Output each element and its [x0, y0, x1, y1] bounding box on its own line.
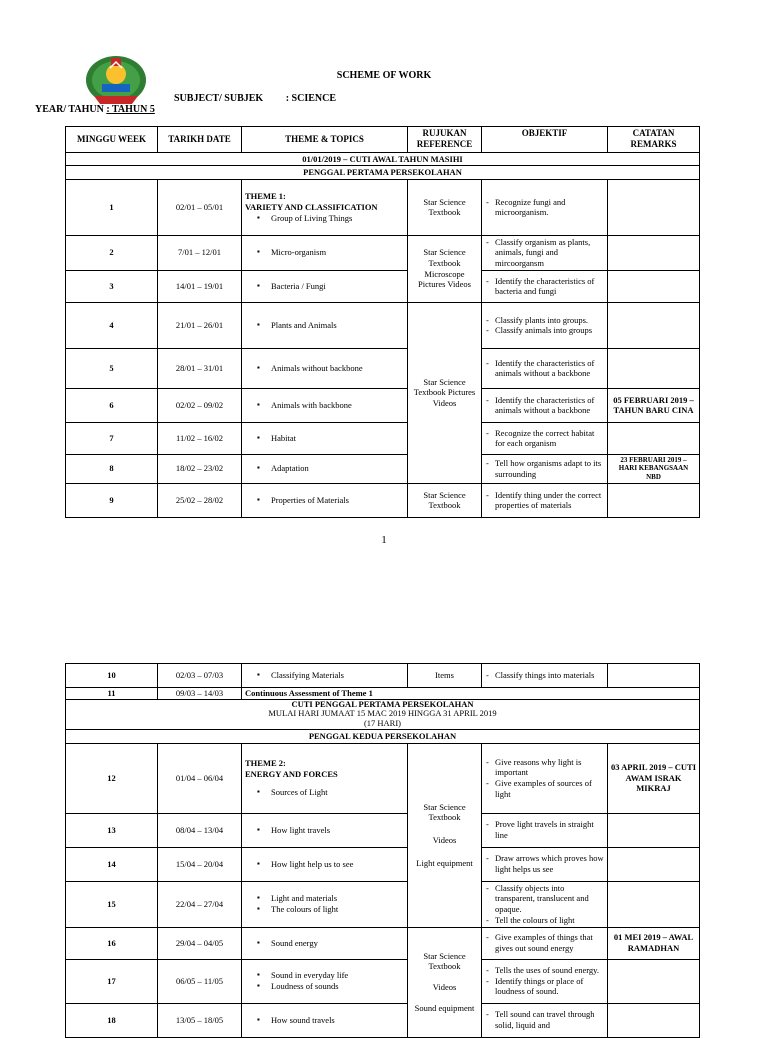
list-item: ▪ Group of Living Things [271, 213, 404, 224]
table-row [66, 664, 700, 688]
year-value: : TAHUN 5 [106, 104, 155, 115]
col-date: TARIKH DATE [158, 127, 242, 153]
table-cell: Star Science Textbook Videos Sound equipment [408, 927, 482, 1037]
table-cell [482, 1003, 608, 1037]
list-item: - Give examples of things that gives out sound energy [495, 932, 604, 953]
table-cell: 02/03 – 07/03 [158, 664, 242, 688]
list-item: - Tells the uses of sound energy. [495, 965, 604, 976]
table-cell [608, 847, 700, 881]
table-cell [608, 664, 700, 688]
col-objective: OBJEKTIF [482, 127, 608, 153]
list-item: ▪ Micro-organism [271, 247, 404, 258]
table-cell: 10 [66, 664, 158, 688]
table-row [66, 348, 700, 388]
holiday-block [66, 699, 700, 729]
list-item: ▪ Bacteria / Fungi [271, 281, 404, 292]
holiday-banner: 01/01/2019 – CUTI AWAL TAHUN MASIHI [66, 152, 700, 166]
table-cell [242, 847, 408, 881]
list-item: ▪ How light travels [271, 825, 404, 836]
table-cell [242, 483, 408, 517]
list-item: ▪ Loudness of sounds [271, 981, 404, 992]
list-item: - Identify the characteristics of bacteria and fungi [495, 276, 604, 297]
table-row [66, 235, 700, 270]
list-item: ▪ Animals without backbone [271, 363, 404, 374]
list-item: ▪ Animals with backbone [271, 400, 404, 411]
table-cell: Star Science Textbook Videos Light equipment [408, 743, 482, 927]
list-item: ▪ Adaptation [271, 463, 404, 474]
table-cell: 06/05 – 11/05 [158, 959, 242, 1003]
table-cell: 02/01 – 05/01 [158, 179, 242, 235]
table-cell [482, 847, 608, 881]
table-cell [482, 454, 608, 483]
table-cell: Continuous Assessment of Theme 1 [242, 688, 700, 700]
table-cell: 9 [66, 483, 158, 517]
scheme-table-page-1 [65, 126, 700, 518]
col-reference: RUJUKAN REFERENCE [408, 127, 482, 153]
table-row [66, 270, 700, 302]
table-cell [242, 454, 408, 483]
list-item: - Classify animals into groups [495, 325, 604, 336]
table-cell [608, 302, 700, 348]
table-cell: 15/04 – 20/04 [158, 847, 242, 881]
table-cell [242, 664, 408, 688]
table-cell [608, 1003, 700, 1037]
table-cell: 14/01 – 19/01 [158, 270, 242, 302]
table-cell: 4 [66, 302, 158, 348]
table-cell [242, 959, 408, 1003]
list-item: ▪ Light and materials [271, 893, 404, 904]
table-cell [608, 422, 700, 454]
term-banner: PENGGAL PERTAMA PERSEKOLAHAN [66, 166, 700, 180]
table-cell: 18 [66, 1003, 158, 1037]
subject-label: SUBJECT/ SUBJEK [174, 93, 264, 104]
table-row [66, 688, 700, 700]
table-row [66, 302, 700, 348]
table-cell [242, 348, 408, 388]
table-cell [482, 743, 608, 813]
table-cell [608, 483, 700, 517]
list-item: - Classify plants into groups. [495, 315, 604, 326]
page-number: 1 [381, 534, 387, 546]
table-row [66, 847, 700, 881]
subject-value: : SCIENCE [285, 93, 336, 104]
table-cell [482, 270, 608, 302]
theme-1-cell: THEME 1: VARIETY AND CLASSIFICATION ▪ Group of Living Things [242, 179, 408, 235]
table-cell: 25/02 – 28/02 [158, 483, 242, 517]
remark-national-day: 23 FEBRUARI 2019 – HARI KEBANGSAAN NBD [608, 454, 700, 483]
list-item: - Give examples of sources of light [495, 778, 604, 799]
list-item: - Identify the characteristics of animals without a backbone [495, 358, 604, 379]
document-title: SCHEME OF WORK [336, 70, 432, 81]
table-cell [482, 959, 608, 1003]
table-cell [482, 179, 608, 235]
table-cell [242, 813, 408, 847]
table-cell [482, 813, 608, 847]
table-cell [482, 422, 608, 454]
list-item: ▪ Habitat [271, 433, 404, 444]
table-cell [242, 1003, 408, 1037]
list-item: - Recognize fungi and microorganism. [495, 197, 604, 218]
table-row [66, 959, 700, 1003]
table-cell: 14 [66, 847, 158, 881]
list-item: - Identify the characteristics of animals without a backbone [495, 395, 604, 416]
table-cell [242, 927, 408, 959]
remark-isra-miraj: 03 APRIL 2019 – CUTI AWAM ISRAK MIKRAJ [608, 743, 700, 813]
list-item: - Identify thing under the correct properties of materials [495, 490, 604, 511]
list-item: - Draw arrows which proves how light helps us see [495, 853, 604, 874]
table-cell: 3 [66, 270, 158, 302]
table-cell [608, 179, 700, 235]
table-cell: 02/02 – 09/02 [158, 388, 242, 422]
list-item: ▪ Sound in everyday life [271, 970, 404, 981]
col-remarks: CATATAN REMARKS [608, 127, 700, 153]
table-cell: 7/01 – 12/01 [158, 235, 242, 270]
table-row [66, 743, 700, 813]
table-cell: 22/04 – 27/04 [158, 881, 242, 927]
table-cell: 15 [66, 881, 158, 927]
table-cell [608, 959, 700, 1003]
table-cell: 13/05 – 18/05 [158, 1003, 242, 1037]
table-cell: 17 [66, 959, 158, 1003]
list-item: - Classify objects into transparent, translucent and opaque. [495, 883, 604, 915]
table-cell: Star Science Textbook Microscope Pictures Videos [408, 235, 482, 302]
table-cell [482, 235, 608, 270]
table-cell: 28/01 – 31/01 [158, 348, 242, 388]
table-cell: 29/04 – 04/05 [158, 927, 242, 959]
list-item: - Classify organism as plants, animals, fungi and mircoorgansm [495, 237, 604, 269]
table-cell: 1 [66, 179, 158, 235]
table-cell [482, 927, 608, 959]
table-cell [242, 270, 408, 302]
table-cell: Items [408, 664, 482, 688]
table-cell [242, 302, 408, 348]
table-cell [608, 235, 700, 270]
table-cell [608, 270, 700, 302]
list-item: - Tell the colours of light [495, 915, 604, 926]
table-cell [242, 235, 408, 270]
remark-chinese-new-year: 05 FEBRUARI 2019 – TAHUN BARU CINA [608, 388, 700, 422]
table-cell: 11/02 – 16/02 [158, 422, 242, 454]
table-cell: 09/03 – 14/03 [158, 688, 242, 700]
table-cell: 13 [66, 813, 158, 847]
year-line [35, 104, 155, 115]
table-cell: 11 [66, 688, 158, 700]
col-week: MINGGU WEEK [66, 127, 158, 153]
list-item: - Tell how organisms adapt to its surrounding [495, 458, 604, 479]
table-row [66, 881, 700, 927]
list-item: ▪ Sources of Light [271, 787, 404, 798]
table-cell [482, 881, 608, 927]
table-cell: Star Science Textbook [408, 179, 482, 235]
table-header-row [66, 127, 700, 153]
table-cell [242, 881, 408, 927]
table-cell [482, 483, 608, 517]
list-item: ▪ Plants and Animals [271, 320, 404, 331]
list-item: ▪ Sound energy [271, 938, 404, 949]
term-2-banner: PENGGAL KEDUA PERSEKOLAHAN [66, 729, 700, 743]
list-item: - Prove light travels in straight line [495, 819, 604, 840]
table-cell [482, 388, 608, 422]
table-cell [482, 302, 608, 348]
subject-line [174, 93, 336, 104]
table-cell [608, 813, 700, 847]
table-cell: 16 [66, 927, 158, 959]
table-row [66, 927, 700, 959]
list-item: ▪ Properties of Materials [271, 495, 404, 506]
table-cell: 21/01 – 26/01 [158, 302, 242, 348]
list-item: - Identify things or place of loudness of sound. [495, 976, 604, 997]
list-item: - Recognize the correct habitat for each organism [495, 428, 604, 449]
table-cell: 2 [66, 235, 158, 270]
table-cell: 5 [66, 348, 158, 388]
table-cell [608, 348, 700, 388]
table-cell [242, 422, 408, 454]
list-item: ▪ The colours of light [271, 904, 404, 915]
theme-2-cell: THEME 2: ENERGY AND FORCES ▪ Sources of Light [242, 743, 408, 813]
table-cell: 18/02 – 23/02 [158, 454, 242, 483]
table-row [66, 1003, 700, 1037]
table-row [66, 179, 700, 235]
scheme-table-page-2 [65, 663, 700, 1038]
table-cell [482, 664, 608, 688]
list-item: ▪ How light help us to see [271, 859, 404, 870]
list-item: ▪ How sound travels [271, 1015, 404, 1026]
table-cell: 12 [66, 743, 158, 813]
table-cell: 6 [66, 388, 158, 422]
year-label: YEAR/ TAHUN [35, 104, 104, 115]
table-cell: CUTI PENGGAL PERTAMA PERSEKOLAHAN MULAI HARI JUMAAT 15 MAC 2019 HINGGA 31 APRIL 2019 (17 HARI) [66, 699, 700, 729]
table-cell [242, 388, 408, 422]
list-item: - Tell sound can travel through solid, liquid and [495, 1009, 604, 1030]
table-row [66, 454, 700, 483]
table-row [66, 483, 700, 517]
table-row [66, 422, 700, 454]
table-cell: 08/04 – 13/04 [158, 813, 242, 847]
table-cell: 01/04 – 06/04 [158, 743, 242, 813]
list-item: ▪ Classifying Materials [271, 670, 404, 681]
table-cell: Star Science Textbook [408, 483, 482, 517]
remark-ramadhan: 01 MEI 2019 – AWAL RAMADHAN [608, 927, 700, 959]
table-cell: 8 [66, 454, 158, 483]
table-row [66, 813, 700, 847]
table-cell [608, 881, 700, 927]
table-cell [482, 348, 608, 388]
table-row [66, 388, 700, 422]
list-item: - Give reasons why light is important [495, 757, 604, 778]
table-cell: Star Science Textbook Pictures Videos [408, 302, 482, 483]
table-cell: 7 [66, 422, 158, 454]
col-theme: THEME & TOPICS [242, 127, 408, 153]
list-item: - Classify things into materials [495, 670, 604, 681]
